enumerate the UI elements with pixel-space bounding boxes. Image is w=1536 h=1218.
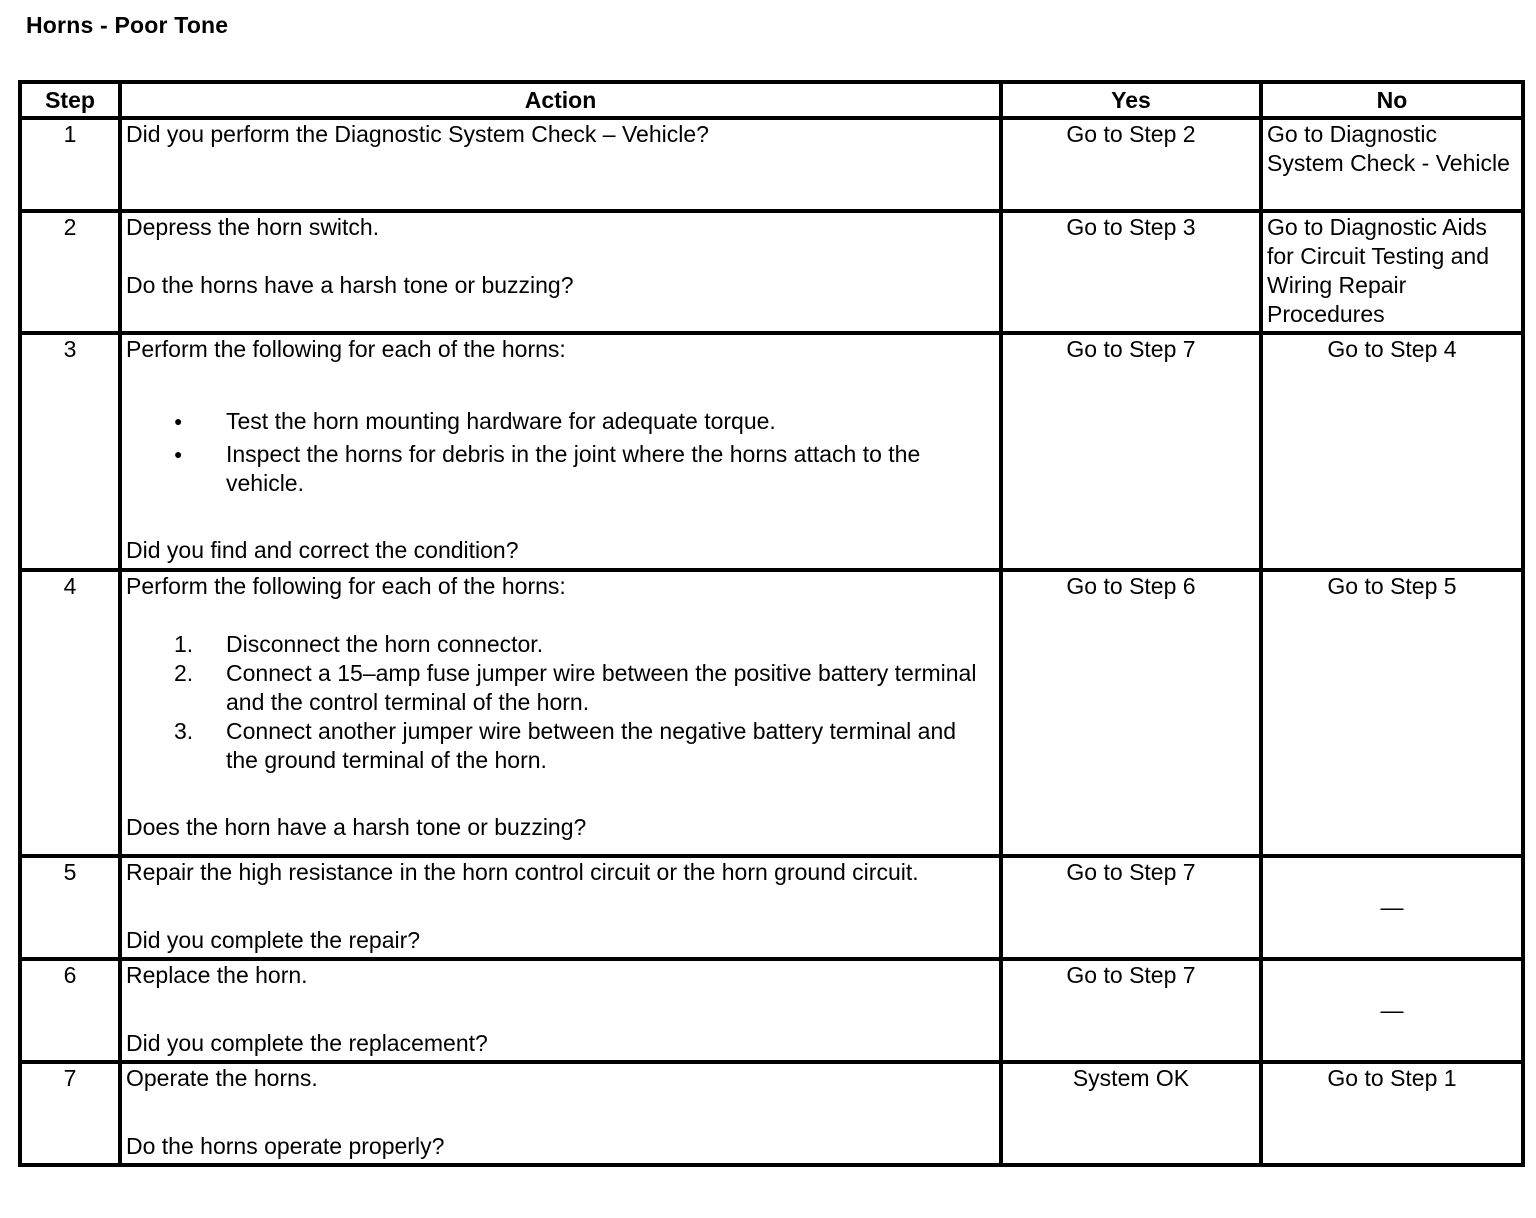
spacer — [126, 887, 995, 926]
action-text: Did you perform the Diagnostic System Check – Vehicle? — [126, 121, 709, 147]
list-item: ● Inspect the horns for debris in the joint where the horns attach to the vehicle. — [126, 440, 995, 498]
list-item: ● Test the horn mounting hardware for adequate torque. — [126, 407, 995, 436]
diagnostic-table — [18, 80, 1525, 1167]
step-number: 4 — [20, 570, 120, 856]
header-action: Action — [120, 82, 1001, 118]
list-text: Connect another jumper wire between the negative battery terminal and the ground terminal of the horn. — [226, 718, 957, 773]
action-cell — [120, 333, 1001, 570]
step-number: 6 — [20, 959, 120, 1062]
yes-cell: Go to Step 7 — [1001, 959, 1261, 1062]
list-number: 1. — [174, 631, 194, 657]
table-row — [20, 211, 1523, 333]
action-cell — [120, 570, 1001, 856]
header-no: No — [1261, 82, 1523, 118]
action-text: Depress the horn switch. — [126, 214, 380, 240]
action-text: Repair the high resistance in the horn control circuit or the horn ground circuit. — [126, 859, 919, 885]
action-text: Perform the following for each of the horns: — [126, 336, 566, 362]
spacer — [126, 364, 995, 393]
action-question: Do the horns operate properly? — [126, 1133, 445, 1159]
yes-cell: Go to Step 7 — [1001, 333, 1261, 570]
header-step: Step — [20, 82, 120, 118]
action-cell — [120, 1062, 1001, 1165]
spacer — [126, 498, 995, 536]
action-cell — [120, 959, 1001, 1062]
action-cell — [120, 118, 1001, 211]
header-yes: Yes — [1001, 82, 1261, 118]
action-text: Replace the horn. — [126, 962, 308, 988]
list-text: Connect a 15–amp fuse jumper wire between the positive battery terminal and the control terminal of the horn. — [226, 660, 977, 715]
spacer — [126, 242, 995, 271]
action-question: Does the horn have a harsh tone or buzzing? — [126, 814, 587, 840]
yes-cell: Go to Step 3 — [1001, 211, 1261, 333]
yes-cell: Go to Step 2 — [1001, 118, 1261, 211]
action-cell — [120, 211, 1001, 333]
spacer — [126, 775, 995, 813]
no-cell: Go to Step 1 — [1261, 1062, 1523, 1165]
bullet-list — [126, 407, 995, 498]
table-row — [20, 118, 1523, 211]
spacer — [126, 601, 995, 630]
action-cell — [120, 856, 1001, 959]
yes-cell: System OK — [1001, 1062, 1261, 1165]
table-row — [20, 333, 1523, 570]
step-number: 3 — [20, 333, 120, 570]
numbered-list — [126, 630, 995, 775]
step-number: 5 — [20, 856, 120, 959]
action-question: Did you complete the replacement? — [126, 1030, 488, 1056]
step-number: 2 — [20, 211, 120, 333]
spacer — [126, 990, 995, 1029]
table-row — [20, 1062, 1523, 1165]
no-cell: Go to Diagnostic Aids for Circuit Testing and Wiring Repair Procedures — [1261, 211, 1523, 333]
yes-cell: Go to Step 7 — [1001, 856, 1261, 959]
step-number: 1 — [20, 118, 120, 211]
action-question: Do the horns have a harsh tone or buzzing? — [126, 272, 574, 298]
list-number: 3. — [174, 718, 194, 744]
step-number: 7 — [20, 1062, 120, 1165]
action-question: Did you complete the repair? — [126, 927, 421, 953]
list-text: Disconnect the horn connector. — [226, 631, 544, 657]
no-cell: — — [1261, 856, 1523, 959]
list-item — [126, 717, 995, 775]
list-item — [126, 659, 995, 717]
spacer — [126, 393, 995, 407]
list-number: 2. — [174, 660, 194, 686]
table-row — [20, 856, 1523, 959]
spacer — [126, 1093, 995, 1132]
action-text: Perform the following for each of the horns: — [126, 573, 566, 599]
no-cell: Go to Step 5 — [1261, 570, 1523, 856]
yes-cell: Go to Step 6 — [1001, 570, 1261, 856]
no-cell: Go to Diagnostic System Check - Vehicle — [1261, 118, 1523, 211]
page-title: Horns - Poor Tone — [26, 12, 229, 38]
table-row — [20, 570, 1523, 856]
no-cell: Go to Step 4 — [1261, 333, 1523, 570]
action-question: Did you find and correct the condition? — [126, 537, 519, 563]
header-row — [20, 82, 1523, 118]
no-cell: — — [1261, 959, 1523, 1062]
list-item — [126, 630, 995, 659]
action-text: Operate the horns. — [126, 1065, 318, 1091]
table-row — [20, 959, 1523, 1062]
